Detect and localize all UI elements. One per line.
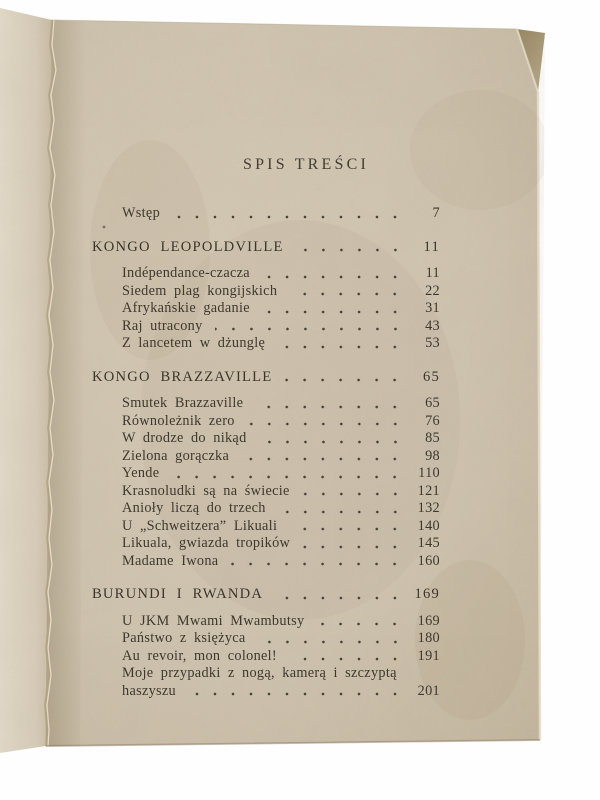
toc-page-number: 201 (417, 682, 440, 699)
toc-page-number: 43 (425, 317, 440, 334)
toc-page-number: 31 (425, 300, 440, 316)
leader-dots (302, 483, 406, 501)
toc-entry-label: Z lancetem w dżunglę (122, 335, 266, 351)
toc-entries (92, 205, 440, 700)
toc-entry-row (92, 283, 440, 301)
toc-entry-label: Siedem plag kongijskich (122, 282, 278, 299)
toc-page-number: 22 (425, 282, 440, 299)
leader-dots (255, 395, 406, 413)
toc-page-number: 65 (425, 395, 440, 411)
toc-page-number: 11 (423, 238, 440, 255)
toc-entry-row (92, 395, 440, 413)
toc-page-number: 132 (417, 500, 440, 516)
toc-entry-row (92, 300, 440, 318)
toc-entry-label: Indépendance-czacza (122, 265, 250, 281)
toc-entry-row (92, 553, 440, 571)
toc-entry-label: Moje przypadki z nogą, kamerą i szczyptą (122, 665, 397, 681)
toc-page-number: 65 (423, 368, 440, 385)
toc-entry-row (92, 465, 440, 483)
leader-dots (171, 465, 406, 483)
toc-entry-row (92, 630, 440, 648)
leader-dots (277, 335, 406, 353)
leader-dots (302, 535, 406, 553)
toc-entry-label: Równoleżnik zero (122, 412, 235, 429)
toc-page-number: 85 (425, 430, 440, 446)
toc-entry-label: Anioły liczą do trzech (122, 500, 266, 516)
leader-dots (262, 300, 406, 318)
toc-section-row (92, 586, 440, 604)
table-of-contents (92, 156, 440, 700)
toc-entry-label: Afrykańskie gadanie (122, 300, 250, 316)
toc-entry-label: Likuala, gwiazda tropików (122, 535, 291, 551)
toc-entry-label: Smutek Brazzaville (122, 395, 244, 411)
toc-entry-row (92, 448, 440, 466)
toc-entry-label: Raj utracony (122, 317, 203, 334)
toc-entry-row (92, 430, 440, 448)
toc-entry-row (92, 613, 440, 631)
toc-page-number: 140 (417, 517, 440, 534)
toc-entry-label: Krasnoludki są na świecie (122, 482, 290, 499)
toc-section-label: KONGO BRAZZAVILLE (92, 368, 273, 385)
toc-page-number: 191 (417, 647, 440, 664)
leader-dots (188, 683, 406, 701)
toc-entry-label: Madame Iwona (122, 552, 219, 569)
leader-dots (316, 613, 406, 631)
toc-entry-row (92, 335, 440, 353)
leader-dots (289, 283, 406, 301)
toc-page-number: 11 (425, 265, 440, 281)
toc-page-number: 53 (425, 335, 440, 351)
toc-page-number: 169 (417, 612, 440, 629)
toc-page-number: 110 (418, 465, 440, 481)
leader-dots (289, 518, 406, 536)
page-title: SPIS TREŚCI (242, 156, 370, 173)
leader-dots (215, 318, 406, 336)
toc-page-number: 145 (417, 535, 440, 551)
toc-entry-row (92, 683, 440, 701)
toc-entry-row (92, 205, 440, 223)
toc-section-label: KONGO LEOPOLDVILLE (92, 238, 284, 255)
toc-entry-row (92, 265, 440, 283)
toc-entry-row (92, 535, 440, 553)
leader-dots (259, 430, 406, 448)
toc-page-number: 7 (432, 205, 440, 221)
toc-entry-row (92, 483, 440, 501)
leader-dots (278, 500, 406, 518)
toc-entry-label: Zielona gorączka (122, 447, 230, 464)
leader-dots (262, 265, 406, 283)
toc-section-row (92, 369, 440, 387)
toc-entry-label: Państwo z księżyca (122, 630, 246, 646)
leader-dots (172, 205, 406, 223)
toc-entry-label: U JKM Mwami Mwambutsy (122, 612, 305, 629)
leader-dots (275, 586, 406, 604)
toc-page-number: 76 (425, 412, 440, 429)
toc-entry-label: W drodze do nikąd (122, 430, 247, 446)
leader-dots (296, 239, 406, 257)
toc-entry-label: haszyszu (122, 682, 177, 699)
toc-page-number: 98 (425, 447, 440, 464)
toc-entry-row (92, 665, 440, 683)
toc-entry-row (92, 318, 440, 336)
toc-page-number: 121 (417, 482, 440, 499)
toc-entry-row (92, 648, 440, 666)
toc-page-number: 160 (417, 552, 440, 569)
toc-entry-row (92, 413, 440, 431)
leader-dots (258, 630, 406, 648)
toc-section-row (92, 239, 440, 257)
leader-dots (241, 448, 406, 466)
toc-entry-row (92, 518, 440, 536)
toc-entry-label: U „Schweitzera” Likuali (122, 517, 278, 534)
toc-entry-label: Yende (122, 465, 160, 481)
toc-entry-row (92, 500, 440, 518)
leader-dots (289, 648, 406, 666)
toc-entry-label: Wstęp (122, 205, 161, 221)
toc-page-number: 169 (414, 586, 440, 602)
toc-entry-label: Au revoir, mon colonel! (122, 647, 277, 664)
leader-dots (284, 369, 406, 387)
toc-page-number: 180 (417, 630, 440, 646)
toc-section-label: BURUNDI I RWANDA (92, 586, 264, 602)
leader-dots (230, 553, 406, 571)
leader-dots (247, 413, 406, 431)
